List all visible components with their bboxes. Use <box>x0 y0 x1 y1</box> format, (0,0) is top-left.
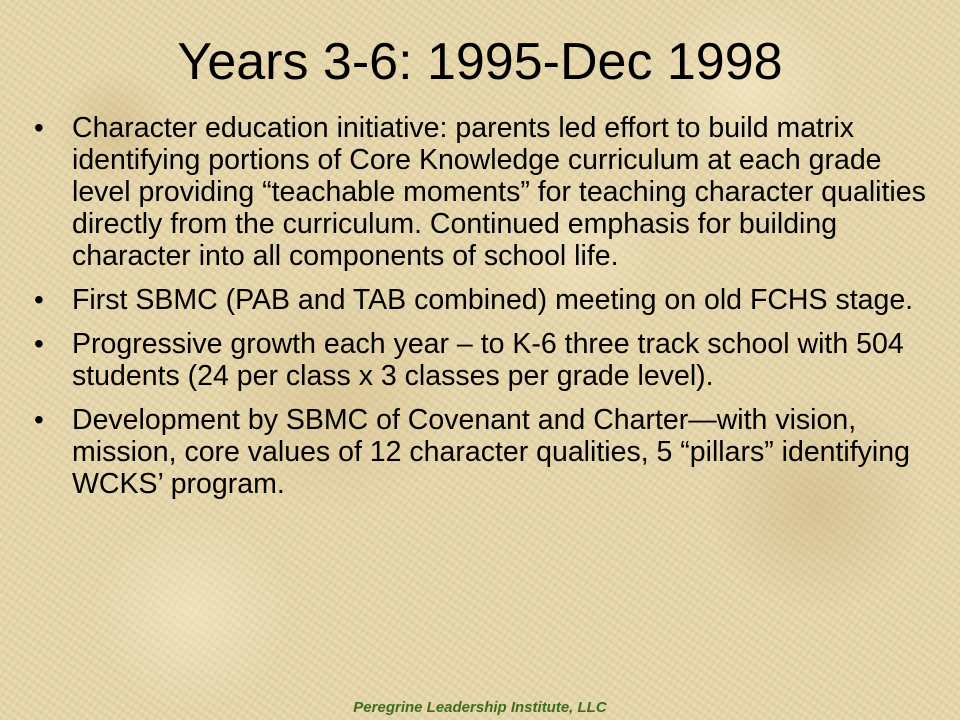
bullet-dot-icon: • <box>34 112 44 143</box>
bullet-text: Progressive growth each year – to K-6 three track school with 504 students (24 per class x 3 classes per grade level). <box>72 328 904 392</box>
bullet-text: Development by SBMC of Covenant and Charter—with vision, mission, core values of 12 character qualities, 5 “pillars” identifying WCKS’ program. <box>72 404 910 500</box>
bullet-text: First SBMC (PAB and TAB combined) meeting on old FCHS stage. <box>72 284 914 316</box>
bullet-text: Character education initiative: parents led effort to build matrix identifying portions of Core Knowledge curriculum at each grade level providing “teachable moments” for teaching character qualities directly from the curriculum. Continued emphasis for building character into all components of school life. <box>72 112 926 272</box>
bullet-item <box>34 112 934 272</box>
bullet-list <box>34 112 934 512</box>
bullet-item <box>34 284 934 316</box>
bullet-dot-icon: • <box>34 404 44 435</box>
slide-title: Years 3-6: 1995-Dec 1998 <box>177 33 783 91</box>
bullet-dot-icon: • <box>34 328 44 359</box>
bullet-dot-icon: • <box>34 284 44 315</box>
bullet-item <box>34 328 934 392</box>
footer-credit: Peregrine Leadership Institute, LLC <box>353 699 607 716</box>
bullet-item <box>34 404 934 500</box>
